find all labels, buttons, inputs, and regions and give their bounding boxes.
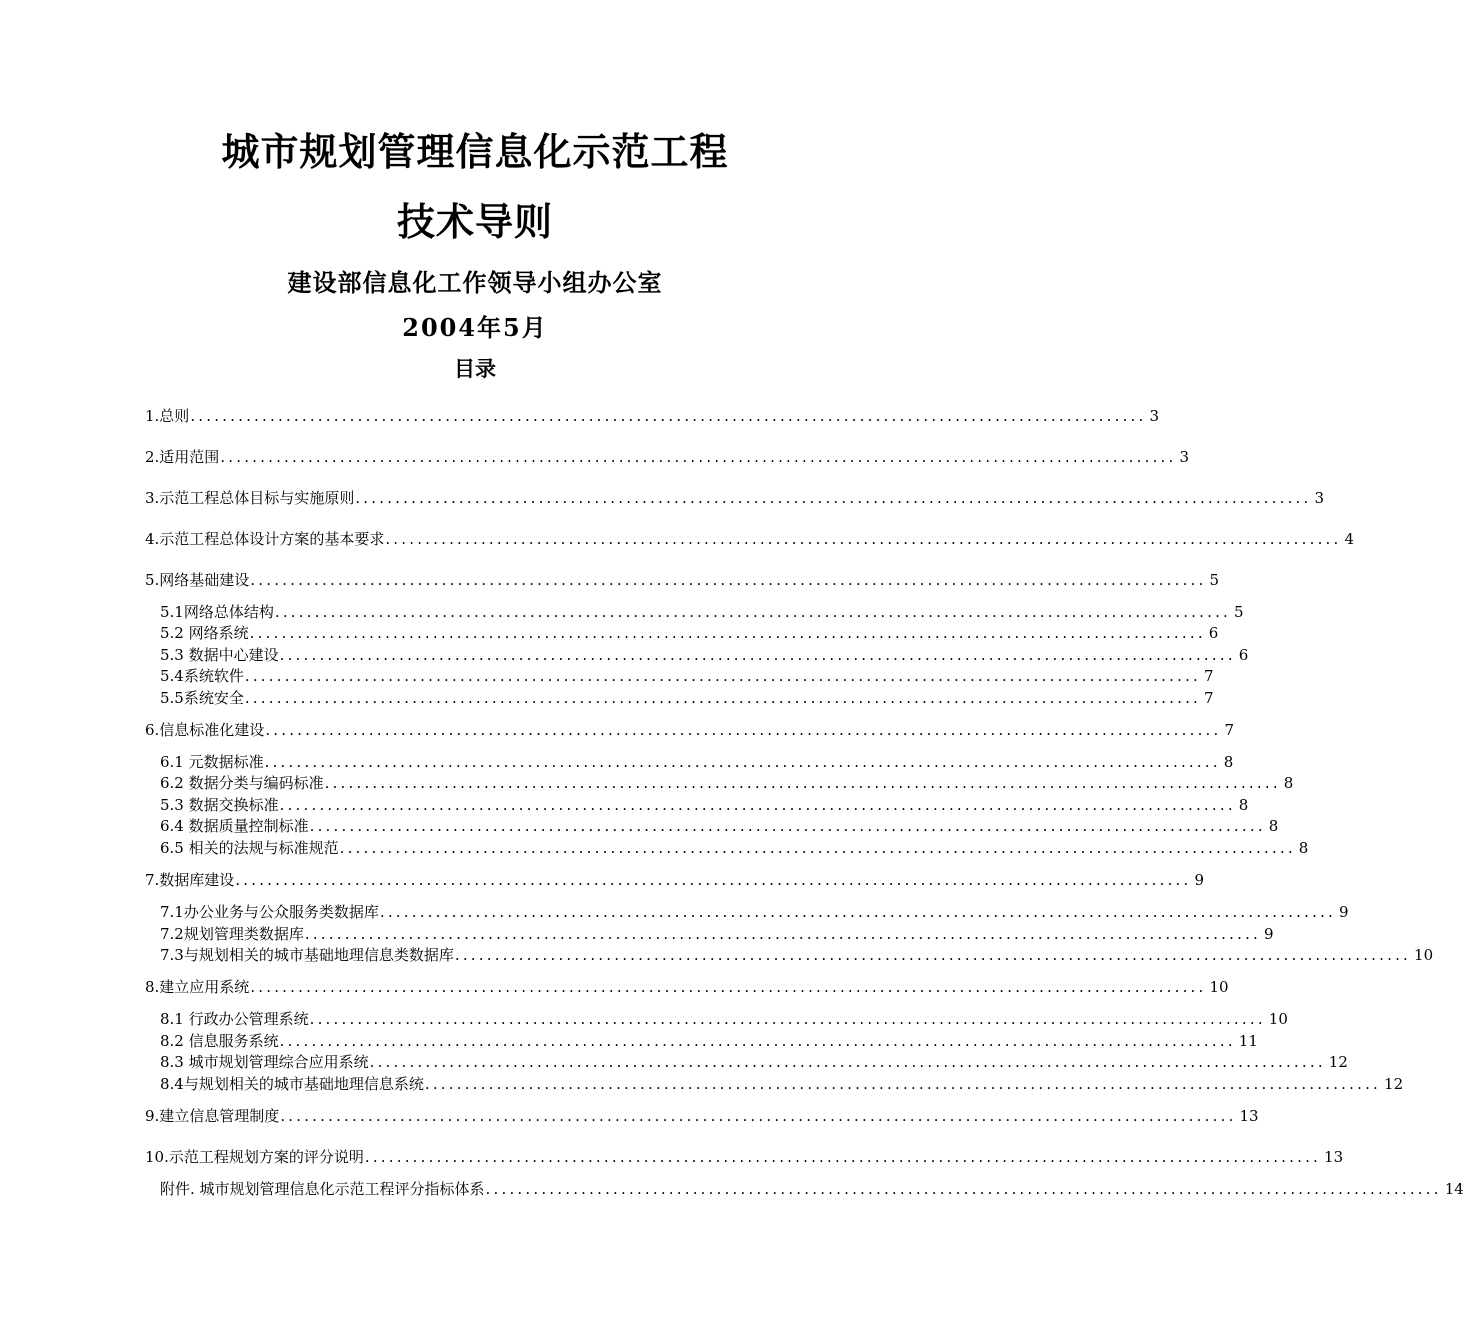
toc-entry[interactable]: 8.2 信息服务系统 ........................................................................................................................ 11 xyxy=(160,1032,1258,1050)
toc-entry-label: 5.1网络总体结构 xyxy=(160,603,274,621)
toc-entry[interactable]: 7.2规划管理类数据库 ........................................................................................................................ 9 xyxy=(160,925,1274,943)
toc-entry-page: 5 xyxy=(1234,603,1244,621)
toc-entry-label: 1.总则 xyxy=(145,407,190,425)
toc-entry-label: 4.示范工程总体设计方案的基本要求 xyxy=(145,530,385,548)
toc-entry-page: 7 xyxy=(1224,721,1235,739)
toc-entry-label: 8.建立应用系统 xyxy=(145,978,250,996)
toc-entry-label: 5.3 数据中心建设 xyxy=(160,646,279,664)
toc-entry-label: 9.建立信息管理制度 xyxy=(145,1107,280,1125)
toc-entry[interactable]: 8.1 行政办公管理系统 ........................................................................................................................ 10 xyxy=(160,1010,1288,1028)
toc-entry-label: 5.5系统安全 xyxy=(160,689,244,707)
toc-entry-label: 2.适用范围 xyxy=(145,448,220,466)
toc-entry-page: 14 xyxy=(1444,1180,1464,1198)
toc-entry-page: 6 xyxy=(1208,624,1219,642)
toc-entry-page: 8 xyxy=(1238,796,1249,814)
toc-entry-page: 13 xyxy=(1324,1148,1344,1166)
document-title: 城市规划管理信息化示范工程 xyxy=(221,130,729,174)
toc-entry-page: 10 xyxy=(1268,1010,1288,1028)
toc-heading: 目录 xyxy=(454,357,496,381)
toc-entry[interactable]: 5.4系统软件 ........................................................................................................................ 7 xyxy=(160,667,1214,685)
toc-entry[interactable]: 7.数据库建设 ........................................................................................................................ 9 xyxy=(145,871,1205,889)
toc-entry[interactable]: 2.适用范围 ........................................................................................................................ 3 xyxy=(145,448,1190,466)
toc-entry-label: 10.示范工程规划方案的评分说明 xyxy=(145,1148,364,1166)
toc-entry[interactable]: 9.建立信息管理制度 ........................................................................................................................ 13 xyxy=(145,1107,1259,1125)
toc-entry-label: 附件. 城市规划管理信息化示范工程评分指标体系 xyxy=(160,1180,485,1198)
toc-entry[interactable]: 6.信息标准化建设 ........................................................................................................................ 7 xyxy=(145,721,1235,739)
toc-entry-label: 8.4与规划相关的城市基础地理信息系统 xyxy=(160,1075,424,1093)
toc-entry[interactable]: 5.2 网络系统 ........................................................................................................................ 6 xyxy=(160,624,1219,642)
toc-entry[interactable]: 5.1网络总体结构 ........................................................................................................................ 5 xyxy=(160,603,1244,621)
toc-entry[interactable]: 6.1 元数据标准 ........................................................................................................................ 8 xyxy=(160,753,1234,771)
toc-entry[interactable]: 8.4与规划相关的城市基础地理信息系统 ........................................................................................................................ 12 xyxy=(160,1075,1404,1093)
toc-entry-page: 7 xyxy=(1204,689,1214,707)
toc-entry-label: 6.4 数据质量控制标准 xyxy=(160,817,309,835)
toc-entry-label: 6.5 相关的法规与标准规范 xyxy=(160,839,339,857)
toc-entry-page: 7 xyxy=(1204,667,1214,685)
toc-entry-page: 12 xyxy=(1328,1053,1348,1071)
toc-entry[interactable]: 10.示范工程规划方案的评分说明 ........................................................................................................................ 13 xyxy=(145,1148,1344,1166)
toc-entry[interactable]: 5.5系统安全 ........................................................................................................................ 7 xyxy=(160,689,1214,707)
toc-entry-page: 4 xyxy=(1344,530,1355,548)
toc-entry-label: 8.3 城市规划管理综合应用系统 xyxy=(160,1053,369,1071)
toc-entry-page: 13 xyxy=(1239,1107,1259,1125)
toc-entry-label: 6.2 数据分类与编码标准 xyxy=(160,774,324,792)
toc-entry[interactable]: 5.3 数据中心建设 ........................................................................................................................ 6 xyxy=(160,646,1249,664)
toc-entry[interactable]: 3.示范工程总体目标与实施原则 ........................................................................................................................ 3 xyxy=(145,489,1325,507)
toc-entry-label: 8.1 行政办公管理系统 xyxy=(160,1010,309,1028)
toc-entry-page: 11 xyxy=(1238,1032,1258,1050)
toc-entry-page: 9 xyxy=(1194,871,1205,889)
toc-entry-label: 7.1办公业务与公众服务类数据库 xyxy=(160,903,379,921)
toc-entry-page: 8 xyxy=(1223,753,1234,771)
toc-entry-page: 9 xyxy=(1339,903,1349,921)
toc-entry-page: 3 xyxy=(1149,407,1160,425)
toc-entry-label: 7.数据库建设 xyxy=(145,871,235,889)
toc-entry-page: 5 xyxy=(1209,571,1220,589)
toc-entry-label: 6.1 元数据标准 xyxy=(160,753,264,771)
toc-entry-page: 8 xyxy=(1298,839,1309,857)
toc-entry[interactable]: 附件. 城市规划管理信息化示范工程评分指标体系 ........................................................................................................................ 14 xyxy=(160,1180,1464,1198)
toc-entry[interactable]: 6.5 相关的法规与标准规范 ........................................................................................................................ 8 xyxy=(160,839,1309,857)
toc-entry-page: 9 xyxy=(1264,925,1274,943)
toc-entry-label: 8.2 信息服务系统 xyxy=(160,1032,279,1050)
toc-entry[interactable]: 5.网络基础建设 ........................................................................................................................ 5 xyxy=(145,571,1220,589)
toc-entry-label: 7.3与规划相关的城市基础地理信息类数据库 xyxy=(160,946,454,964)
toc-entry-page: 8 xyxy=(1283,774,1294,792)
toc-entry-label: 5.网络基础建设 xyxy=(145,571,250,589)
toc-entry[interactable]: 1.总则 ........................................................................................................................ 3 xyxy=(145,407,1160,425)
toc-entry[interactable]: 6.4 数据质量控制标准 ........................................................................................................................ 8 xyxy=(160,817,1279,835)
toc-entry-label: 6.信息标准化建设 xyxy=(145,721,265,739)
toc-entry-label: 7.2规划管理类数据库 xyxy=(160,925,304,943)
issuing-organization: 建设部信息化工作领导小组办公室 xyxy=(287,268,663,297)
toc-entry-page: 10 xyxy=(1414,946,1434,964)
toc-entry-page: 3 xyxy=(1179,448,1190,466)
toc-entry-page: 6 xyxy=(1238,646,1249,664)
toc-entry-page: 10 xyxy=(1209,978,1229,996)
toc-entry-label: 5.3 数据交换标准 xyxy=(160,796,279,814)
issue-date: 2004年5月 xyxy=(402,313,548,342)
toc-entry-label: 5.4系统软件 xyxy=(160,667,244,685)
toc-entry[interactable]: 4.示范工程总体设计方案的基本要求 ........................................................................................................................ 4 xyxy=(145,530,1355,548)
document-subtitle: 技术导则 xyxy=(396,200,553,244)
toc-entry[interactable]: 8.3 城市规划管理综合应用系统 ........................................................................................................................ 12 xyxy=(160,1053,1348,1071)
toc-entry[interactable]: 7.1办公业务与公众服务类数据库 ........................................................................................................................ 9 xyxy=(160,903,1349,921)
toc-entry-page: 8 xyxy=(1268,817,1279,835)
toc-entry-label: 5.2 网络系统 xyxy=(160,624,249,642)
toc-entry[interactable]: 6.2 数据分类与编码标准 ........................................................................................................................ 8 xyxy=(160,774,1294,792)
toc-entry[interactable]: 8.建立应用系统 ........................................................................................................................ 10 xyxy=(145,978,1229,996)
toc-entry-page: 3 xyxy=(1314,489,1325,507)
toc-entry[interactable]: 5.3 数据交换标准 ........................................................................................................................ 8 xyxy=(160,796,1249,814)
toc-entry[interactable]: 7.3与规划相关的城市基础地理信息类数据库 ........................................................................................................................ 10 xyxy=(160,946,1434,964)
toc-entry-label: 3.示范工程总体目标与实施原则 xyxy=(145,489,355,507)
toc-entry-page: 12 xyxy=(1384,1075,1404,1093)
